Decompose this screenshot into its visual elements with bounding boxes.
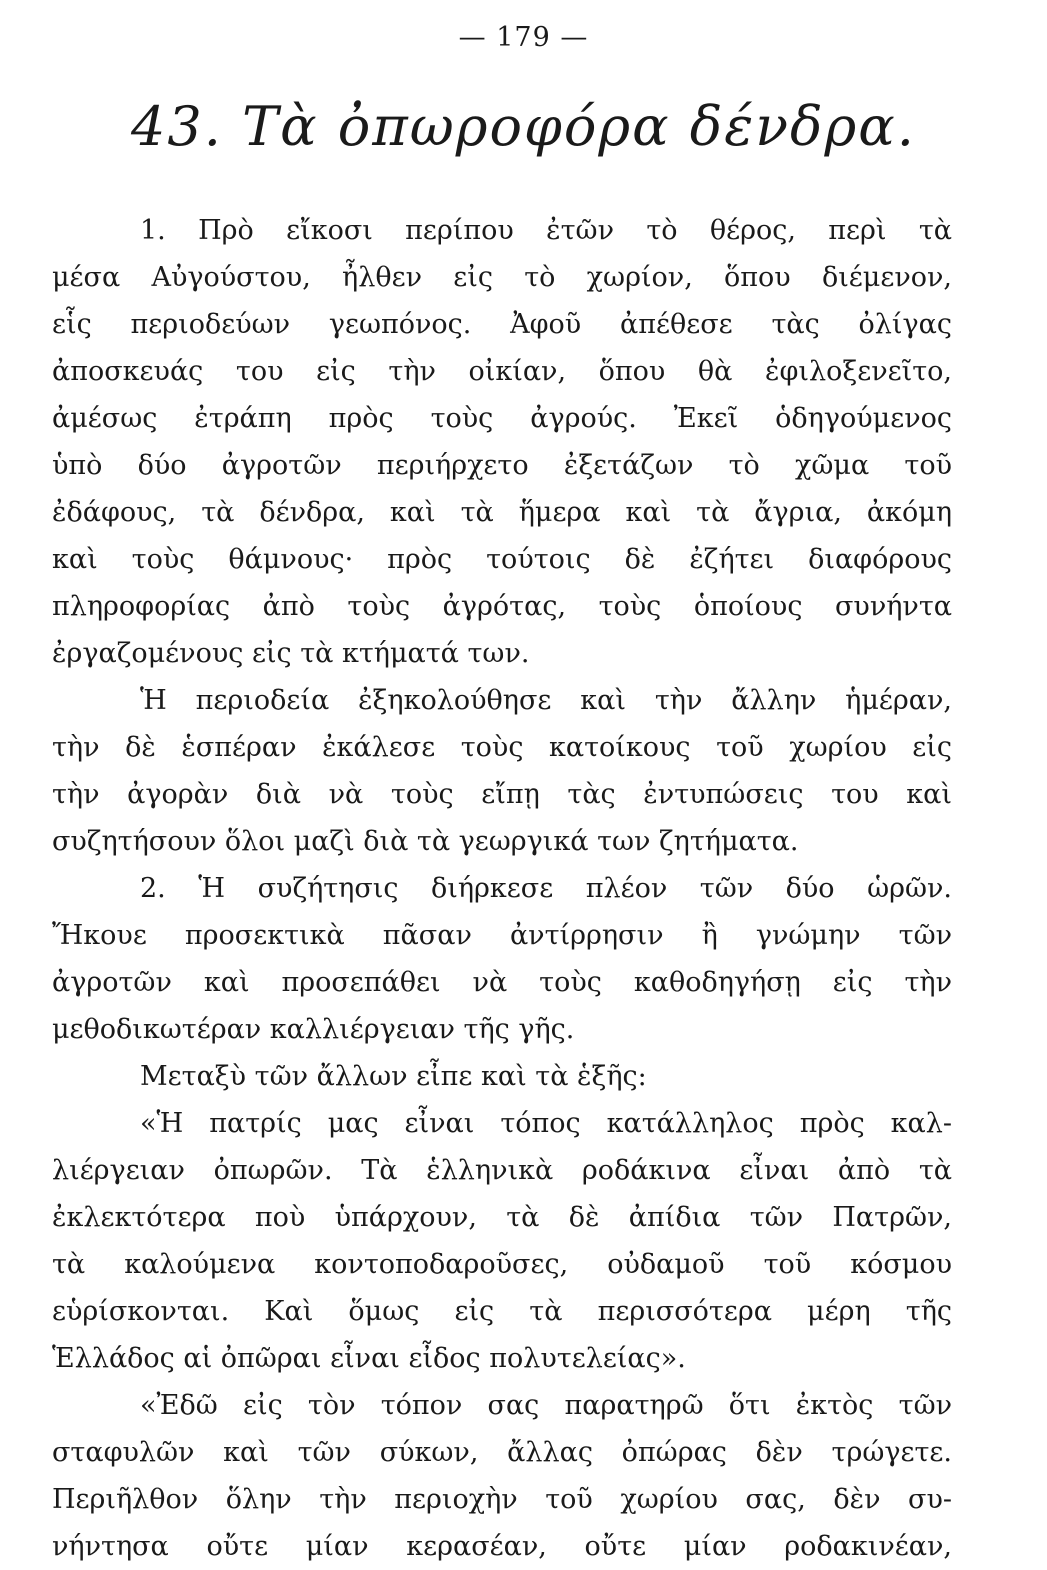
body-text xyxy=(52,207,952,1570)
text-line: «Ἡ πατρίς μας εἶναι τόπος κατάλληλος πρὸς καλ- xyxy=(140,1108,952,1139)
paragraph-4 xyxy=(52,1053,952,1100)
text-line: ἀγροτῶν καὶ προσεπάθει νὰ τοὺς καθοδηγήσῃ εἰς τὴν xyxy=(52,967,952,998)
text-line: τὴν ἀγορὰν διὰ νὰ τοὺς εἴπῃ τὰς ἐντυπώσεις του καὶ xyxy=(52,779,952,810)
text-line: συζητήσουν ὅλοι μαζὶ διὰ τὰ γεωργικά των ζητήματα. xyxy=(52,826,799,857)
text-line: ἀποσκευάς του εἰς τὴν οἰκίαν, ὅπου θὰ ἐφιλοξενεῖτο, xyxy=(52,356,952,387)
text-line: ἀμέσως ἐτράπη πρὸς τοὺς ἀγρούς. Ἐκεῖ ὁδηγούμενος xyxy=(52,403,952,434)
text-line: ὑπὸ δύο ἀγροτῶν περιήρχετο ἐξετάζων τὸ χῶμα τοῦ xyxy=(52,450,952,481)
text-line: εὑρίσκονται. Καὶ ὅμως εἰς τὰ περισσότερα μέρη τῆς xyxy=(52,1296,952,1327)
text-line: Ἡ περιοδεία ἐξηκολούθησε καὶ τὴν ἄλλην ἡμέραν, xyxy=(140,685,952,716)
text-line: Ἤκουε προσεκτικὰ πᾶσαν ἀντίρρησιν ἢ γνώμην τῶν xyxy=(52,920,952,951)
text-line: τὰ καλούμενα κοντοποδαροῦσες, οὐδαμοῦ τοῦ κόσμου xyxy=(52,1249,952,1280)
text-line: λιέργειαν ὀπωρῶν. Τὰ ἑλληνικὰ ροδάκινα εἶναι ἀπὸ τὰ xyxy=(52,1155,952,1186)
text-line: 2. Ἡ συζήτησις διήρκεσε πλέον τῶν δύο ὡρῶν. xyxy=(140,873,952,904)
chapter-title: 43. Τὰ ὀπωροφόρα δένδρα. xyxy=(131,95,916,158)
text-line: καὶ τοὺς θάμνους· πρὸς τούτοις δὲ ἐζήτει διαφόρους xyxy=(52,544,952,575)
paragraph-5 xyxy=(52,1100,952,1382)
text-line: ἐργαζομένους εἰς τὰ κτήματά των. xyxy=(52,638,530,669)
text-line: τὴν δὲ ἑσπέραν ἐκάλεσε τοὺς κατοίκους τοῦ χωρίου εἰς xyxy=(52,732,952,763)
text-line: ἐκλεκτότερα ποὺ ὑπάρχουν, τὰ δὲ ἀπίδια τῶν Πατρῶν, xyxy=(52,1202,952,1233)
text-line: Περιῆλθον ὅλην τὴν περιοχὴν τοῦ χωρίου σας, δὲν συ- xyxy=(52,1484,952,1515)
text-line: εἷς περιοδεύων γεωπόνος. Ἀφοῦ ἀπέθεσε τὰς ὀλίγας xyxy=(52,309,952,340)
text-line: «Ἐδῶ εἰς τὸν τόπον σας παρατηρῶ ὅτι ἐκτὸς τῶν xyxy=(140,1390,952,1421)
text-line: μεθοδικωτέραν καλλιέργειαν τῆς γῆς. xyxy=(52,1014,575,1045)
text-line: σταφυλῶν καὶ τῶν σύκων, ἄλλας ὀπώρας δὲν τρώγετε. xyxy=(52,1437,952,1468)
paragraph-1 xyxy=(52,207,952,677)
paragraph-3 xyxy=(52,865,952,1053)
text-line: 1. Πρὸ εἴκοσι περίπου ἐτῶν τὸ θέρος, περὶ τὰ xyxy=(140,215,952,246)
text-line: πληροφορίας ἀπὸ τοὺς ἀγρότας, τοὺς ὁποίους συνήντα xyxy=(52,591,952,622)
page-number: — 179 — xyxy=(458,22,589,53)
text-line: νήντησα οὔτε μίαν κερασέαν, οὔτε μίαν ροδακινέαν, xyxy=(52,1531,952,1562)
text-line: Μεταξὺ τῶν ἄλλων εἶπε καὶ τὰ ἑξῆς: xyxy=(140,1061,647,1092)
paragraph-6 xyxy=(52,1382,952,1570)
text-line: μέσα Αὐγούστου, ἦλθεν εἰς τὸ χωρίον, ὅπου διέμενον, xyxy=(52,262,952,293)
paragraph-2 xyxy=(52,677,952,865)
text-line: Ἑλλάδος αἱ ὀπῶραι εἶναι εἶδος πολυτελείας». xyxy=(52,1343,686,1374)
text-line: ἐδάφους, τὰ δένδρα, καὶ τὰ ἥμερα καὶ τὰ ἄγρια, ἀκόμη xyxy=(52,497,952,528)
